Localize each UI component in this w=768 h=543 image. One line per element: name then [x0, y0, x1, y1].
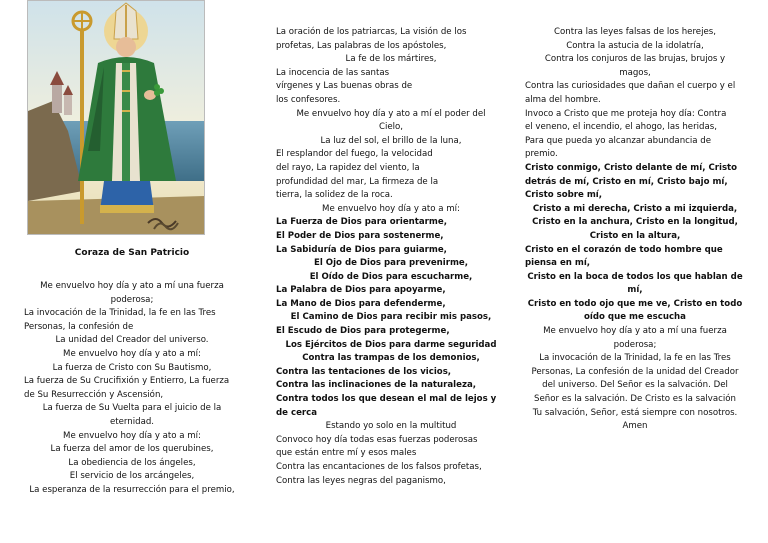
- text-line: Cristo en la anchura, Cristo en la longitud,: [532, 217, 738, 228]
- text-line: Convoco hoy día todas esas fuerzas poderosas: [276, 434, 478, 445]
- text-line: alma del hombre.: [525, 94, 601, 105]
- text-line: de cerca: [276, 407, 318, 418]
- text-line: Contra la astucia de la idolatría,: [566, 40, 704, 51]
- text-line: Contra las tentaciones de los vicios,: [276, 366, 452, 377]
- text-line: Amen: [622, 421, 648, 432]
- text-line: Cristo conmigo, Cristo delante de mí, Cristo: [525, 162, 738, 173]
- saint-patrick-illustration: [27, 0, 205, 235]
- text-line: poderosa;: [110, 294, 154, 305]
- text-line: Cielo,: [378, 122, 404, 133]
- column-2: [276, 26, 506, 488]
- text-line: del universo. Del Señor es la salvación. Del: [542, 380, 728, 391]
- text-line: La esperanza de la resurrección para el premio,: [29, 484, 235, 495]
- text-line: del rayo, La rapidez del viento, la: [276, 162, 420, 173]
- text-line: Me envuelvo hoy día y ato a mí:: [63, 348, 201, 359]
- text-line: premio.: [525, 149, 558, 160]
- column-3: [525, 26, 745, 434]
- text-line: La invocación de la Trinidad, la fe en las Tres: [24, 308, 216, 319]
- text-line: Cristo en la altura,: [589, 230, 681, 241]
- text-line: El servicio de los arcángeles,: [69, 471, 195, 482]
- text-line: Contra las leyes negras del paganismo,: [276, 475, 446, 486]
- text-line: La Fuerza de Dios para orientarme,: [276, 217, 447, 228]
- text-line: La fe de los mártires,: [345, 54, 437, 65]
- text-line: profundidad del mar, La firmeza de la: [276, 176, 439, 187]
- text-line: El Camino de Dios para recibir mis pasos,: [290, 312, 492, 323]
- text-line: Contra las encantaciones de los falsos profetas,: [276, 462, 482, 472]
- text-line: La obediencia de los ángeles,: [68, 457, 196, 468]
- text-line: Me envuelvo hoy día y ato a mí una fuerza: [40, 281, 224, 291]
- text-line: La invocación de la Trinidad, la fe en las Tres: [539, 353, 731, 364]
- text-line: Tu salvación, Señor, está siempre con nosotros.: [532, 407, 738, 418]
- text-line: La Palabra de Dios para apoyarme,: [276, 285, 446, 296]
- text-line: Me envuelvo hoy día y ato a mí:: [63, 430, 201, 441]
- text-line: Me envuelvo hoy día y ato a mí una fuerza: [543, 326, 727, 337]
- text-line: La inocencia de las santas: [276, 67, 390, 78]
- text-line: Los Ejércitos de Dios para darme seguridad: [285, 339, 497, 350]
- text-line: Contra los conjuros de las brujas, brujos y: [544, 54, 726, 65]
- text-line: La Sabiduría de Dios para guiarme,: [276, 244, 447, 255]
- text-line: Personas, la confesión de: [24, 321, 134, 332]
- text-line: Contra todos los que desean el mal de lejos y: [276, 394, 497, 405]
- text-line: que están entre mí y esos males: [276, 448, 417, 459]
- text-line: La unidad del Creador del universo.: [55, 335, 209, 346]
- text-line: La oración de los patriarcas, La visión de los: [276, 27, 467, 37]
- text-line: El Poder de Dios para sostenerme,: [276, 230, 444, 241]
- text-line: tierra, la solidez de la roca.: [276, 190, 393, 201]
- text-line: los confesores.: [276, 94, 341, 105]
- column-1: [24, 280, 240, 498]
- text-line: Contra las inclinaciones de la naturaleza,: [276, 380, 477, 391]
- text-line: Me envuelvo hoy día y ato a mí el poder del: [296, 108, 486, 119]
- text-line: profetas, Las palabras de los apóstoles,: [276, 40, 447, 51]
- text-line: El Oído de Dios para escucharme,: [309, 271, 473, 282]
- text-line: Estando yo solo en la multitud: [325, 421, 457, 432]
- text-line: El Ojo de Dios para prevenirme,: [314, 258, 468, 269]
- text-line: Cristo en la boca de todos los que hablan de: [527, 271, 743, 282]
- text-line: poderosa;: [613, 339, 657, 350]
- text-line: Señor es la salvación. De Cristo es la salvación: [534, 394, 736, 405]
- text-line: Invoco a Cristo que me proteja hoy día: Contra: [525, 108, 727, 119]
- text-line: El Escudo de Dios para protegerme,: [276, 326, 450, 337]
- text-line: vírgenes y Las buenas obras de: [276, 81, 413, 92]
- text-line: La fuerza de Cristo con Su Bautismo,: [52, 362, 212, 373]
- text-line: La fuerza de Su Vuelta para el juicio de la: [42, 403, 222, 414]
- text-line: el veneno, el incendio, el ahogo, las heridas,: [525, 122, 717, 133]
- saint-patrick-image: [28, 1, 204, 234]
- text-line: oído que me escucha: [584, 312, 686, 323]
- text-line: Contra las trampas de los demonios,: [302, 353, 480, 364]
- text-line: piensa en mí,: [525, 258, 591, 269]
- text-line: La luz del sol, el brillo de la luna,: [320, 135, 462, 146]
- text-line: de Su Resurrección y Ascensión,: [24, 389, 164, 400]
- text-line: Cristo en el corazón de todo hombre que: [525, 244, 723, 255]
- text-line: Personas, La confesión de la unidad del Creador: [531, 366, 739, 377]
- text-line: magos,: [619, 67, 651, 78]
- text-line: La fuerza de Su Crucifixión y Entierro, La fuerza: [24, 376, 230, 387]
- text-line: Cristo en todo ojo que me ve, Cristo en todo: [527, 298, 743, 309]
- text-line: Contra las leyes falsas de los herejes,: [554, 27, 716, 37]
- text-line: El resplandor del fuego, la velocidad: [276, 149, 433, 160]
- text-line: Me envuelvo hoy día y ato a mí:: [322, 203, 460, 214]
- text-line: Contra las curiosidades que dañan el cuerpo y el: [525, 81, 736, 92]
- document-title: Coraza de San Patricio: [74, 248, 190, 258]
- text-line: La fuerza del amor de los querubines,: [50, 444, 214, 455]
- text-line: Para que pueda yo alcanzar abundancia de: [525, 135, 711, 146]
- text-line: detrás de mí, Cristo en mí, Cristo bajo mí,: [525, 176, 728, 187]
- text-line: Cristo sobre mí,: [525, 190, 603, 201]
- text-line: La Mano de Dios para defenderme,: [276, 298, 446, 309]
- text-line: eternidad.: [109, 416, 155, 427]
- text-line: Cristo a mi derecha, Cristo a mi izquierda,: [532, 203, 738, 214]
- text-line: mí,: [627, 285, 643, 296]
